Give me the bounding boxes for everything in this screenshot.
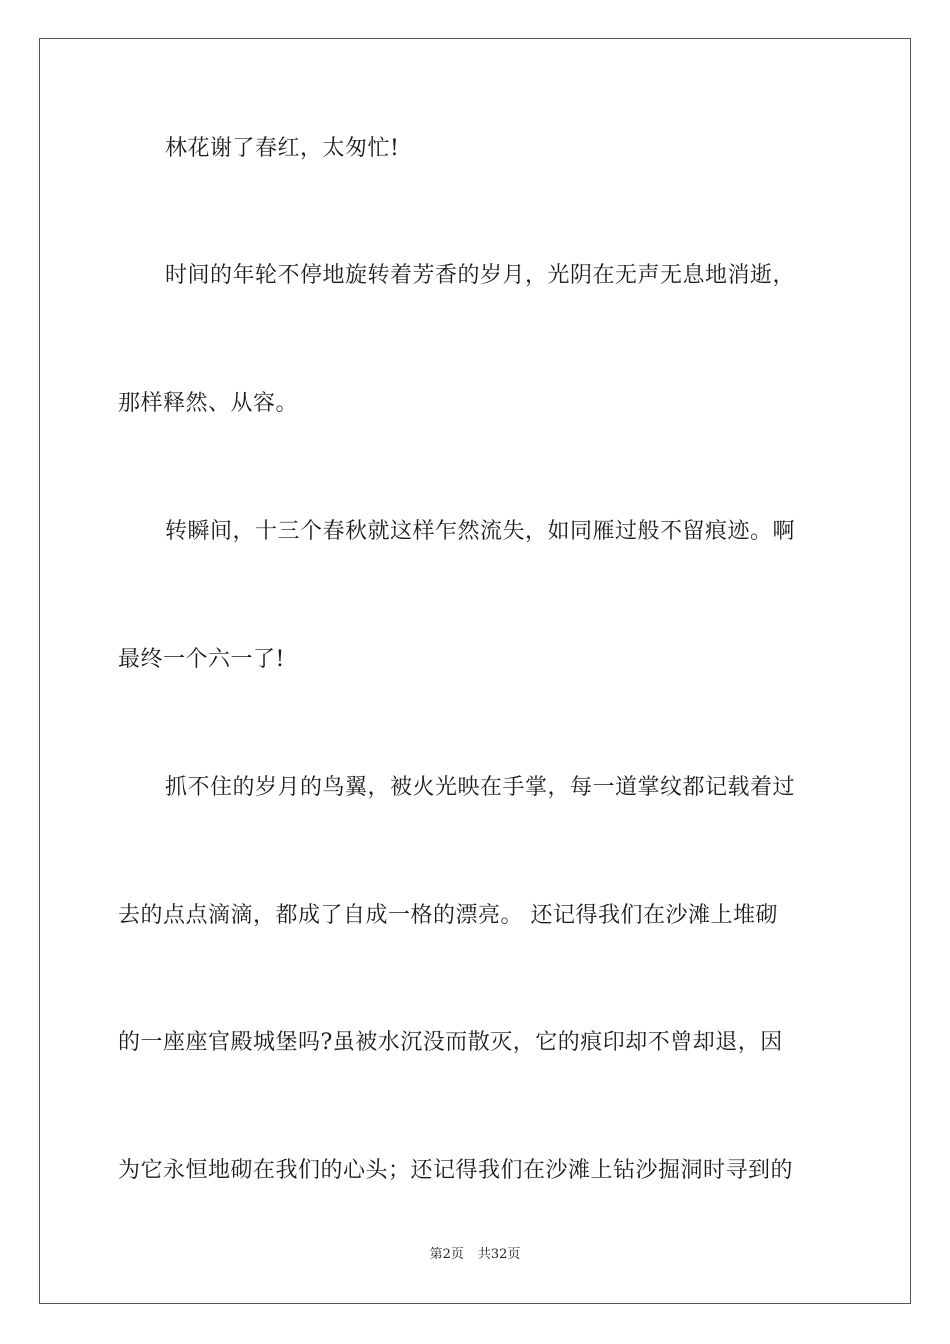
text-line-3: 那样释然、从容。 bbox=[118, 391, 299, 416]
page-footer bbox=[0, 1246, 950, 1264]
text-line-7: 去的点点滴滴，都成了自成一格的漂亮。 还记得我们在沙滩上堆砌 bbox=[118, 903, 778, 928]
text-line-6: 抓不住的岁月的鸟翼，被火光映在手掌，每一道掌纹都记载着过 bbox=[165, 775, 796, 800]
text-line-1: 林花谢了春红，太匆忙! bbox=[165, 136, 400, 161]
text-line-4: 转瞬间，十三个春秋就这样乍然流失，如同雁过般不留痕迹。啊 bbox=[165, 519, 796, 544]
text-line-2-content: 时间的年轮不停地旋转着芳香的岁月，光阴在无声无息地消逝， bbox=[165, 263, 796, 288]
text-line-9: 为它永恒地砌在我们的心头；还记得我们在沙滩上钻沙掘洞时寻到的 bbox=[118, 1158, 794, 1183]
text-line-5: 最终一个六一了! bbox=[118, 647, 285, 672]
text-line-8: 的一座座官殿城堡吗?虽被水沉没而散灭，它的痕印却不曾却退，因 bbox=[118, 1030, 783, 1055]
page-number-current: 第2页 bbox=[429, 1247, 464, 1262]
page-number-total: 共32页 bbox=[477, 1247, 521, 1262]
text-line-2 bbox=[165, 261, 834, 291]
